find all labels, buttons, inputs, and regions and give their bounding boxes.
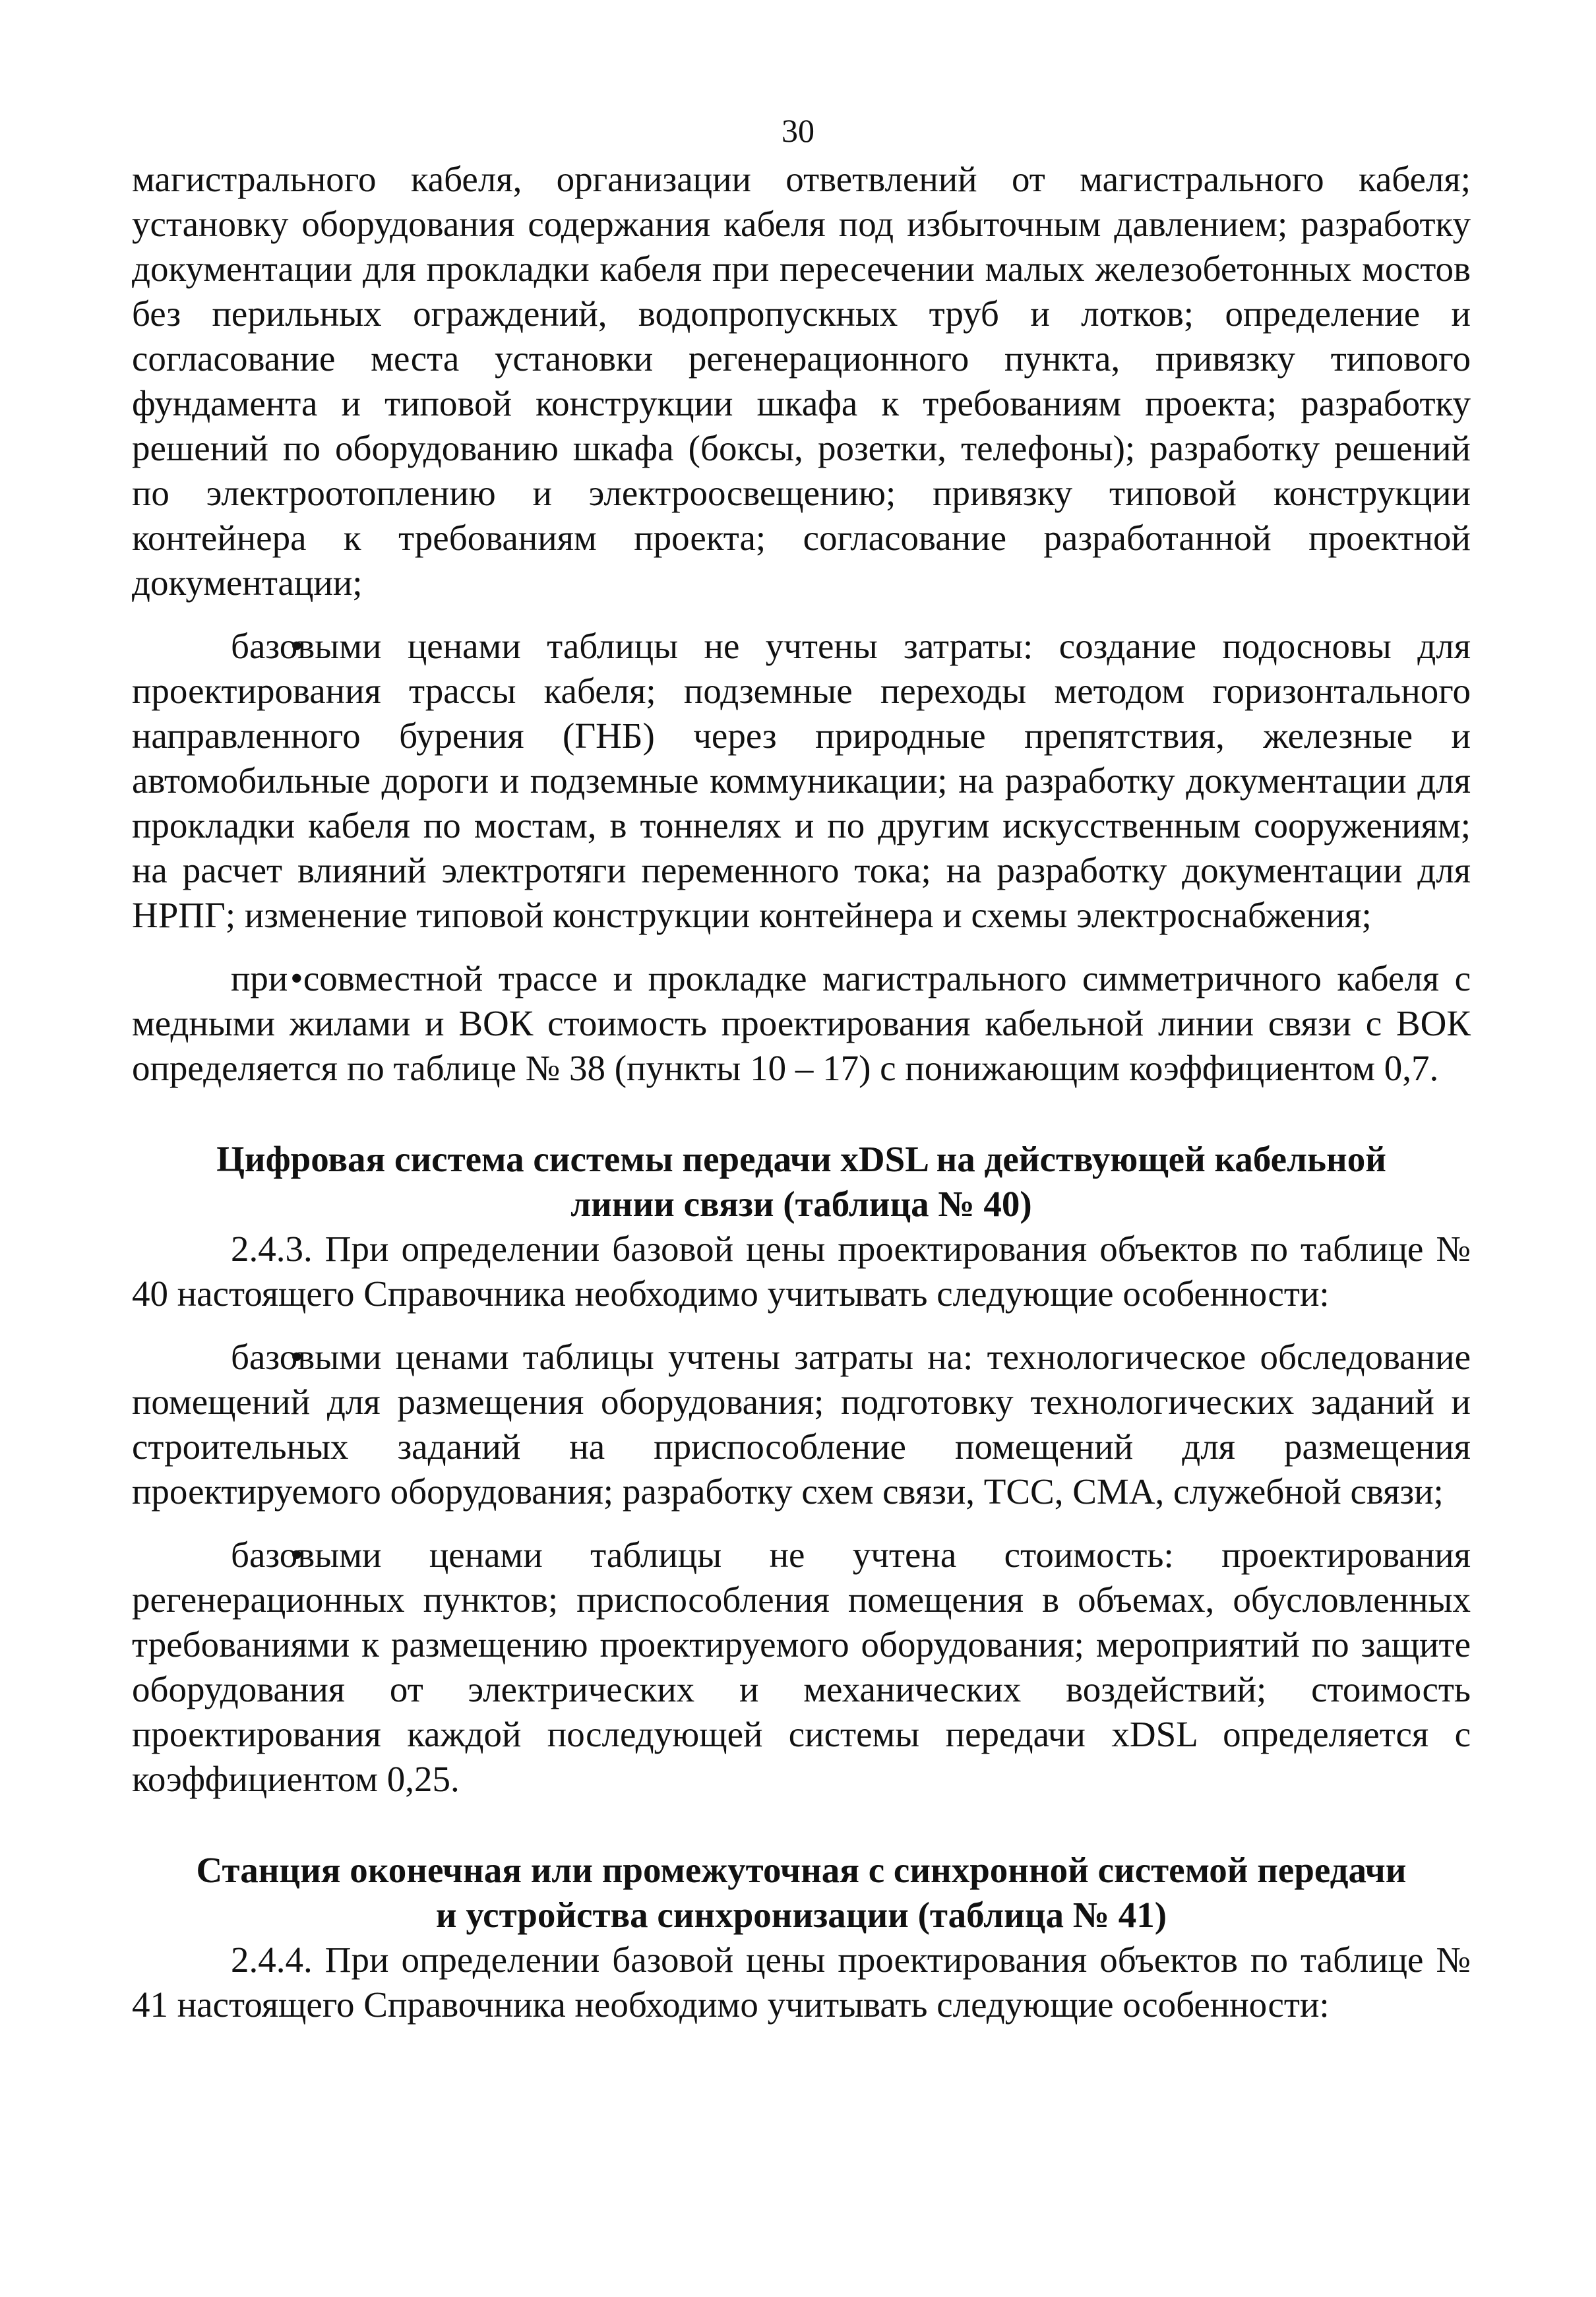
section-heading bbox=[132, 1848, 1471, 1938]
bullet-item bbox=[132, 1335, 1471, 1514]
bullet-text: при совместной трассе и прокладке магистрального симметричного кабеля с медными жилами и ВОК стоимость проектирования кабельной линии связи с ВОК определяется по таблице № 38 (пункты 10 – 17) с понижающим коэффициентом 0,7. bbox=[132, 958, 1471, 1088]
bullet-text: базовыми ценами таблицы не учтена стоимость: проектирования регенерационных пунктов; приспособления помещения в объемах, обусловленных требованиями к размещению проектируемого оборудования; мероприятий по защите оборудования от электрических и механических воздействий; стоимость проектирования каждой последующей системы передачи xDSL определяется с коэффициентом 0,25. bbox=[132, 1535, 1471, 1799]
section-heading-line: Цифровая система системы передачи xDSL на действующей кабельной bbox=[216, 1139, 1386, 1179]
section-heading bbox=[132, 1137, 1471, 1227]
section-paragraph: 2.4.3. При определении базовой цены проектирования объектов по таблице № 40 настоящего Справочника необходимо учитывать следующие особенности: bbox=[132, 1229, 1471, 1314]
intro-paragraph: магистрального кабеля, организации ответвлений от магистрального кабеля; установку оборудования содержания кабеля под избыточным давлением; разработку документации для прокладки кабеля при пересечении малых железобетонных мостов без перильных ограждений, водопропускных труб и лотков; определение и согласование места установки регенерационного пункта, привязку типового фундамента и типовой конструкции шкафа к требованиям проекта; разработку решений по оборудованию шкафа (боксы, розетки, телефоны); разработку решений по электроотоплению и электроосвещению; привязку типовой конструкции контейнера к требованиям проекта; согласование разработанной проектной документации; bbox=[132, 159, 1471, 603]
document-body bbox=[132, 157, 1471, 2027]
bullet-item bbox=[132, 1533, 1471, 1802]
section-paragraph: 2.4.4. При определении базовой цены проектирования объектов по таблице № 41 настоящего Справочника необходимо учитывать следующие особенности: bbox=[132, 1940, 1471, 2025]
bullet-text: базовыми ценами таблицы не учтены затраты: создание подосновы для проектирования трассы кабеля; подземные переходы методом горизонтального направленного бурения (ГНБ) через природные препятствия, железные и автомобильные дороги и подземные коммуникации; на разработку документации для прокладки кабеля по мостам, в тоннелях и по другим искусственным сооружениям; на расчет влияний электротяги переменного тока; на разработку документации для НРПГ; изменение типовой конструкции контейнера и схемы электроснабжения; bbox=[132, 626, 1471, 935]
page-number: 30 bbox=[782, 112, 814, 149]
bullet-item bbox=[132, 956, 1471, 1091]
bullet-item bbox=[132, 624, 1471, 938]
section-heading-line: и устройства синхронизации (таблица № 41) bbox=[435, 1895, 1167, 1935]
section-heading-line: Станция оконечная или промежуточная с синхронной системой передачи bbox=[196, 1850, 1407, 1890]
section-heading-line: линии связи (таблица № 40) bbox=[570, 1184, 1032, 1224]
bullet-text: базовыми ценами таблицы учтены затраты на: технологическое обследование помещений для размещения оборудования; подготовку технологических заданий и строительных заданий на приспособление помещений для размещения проектируемого оборудования; разработку схем связи, ТСС, СМА, служебной связи; bbox=[132, 1337, 1471, 1512]
